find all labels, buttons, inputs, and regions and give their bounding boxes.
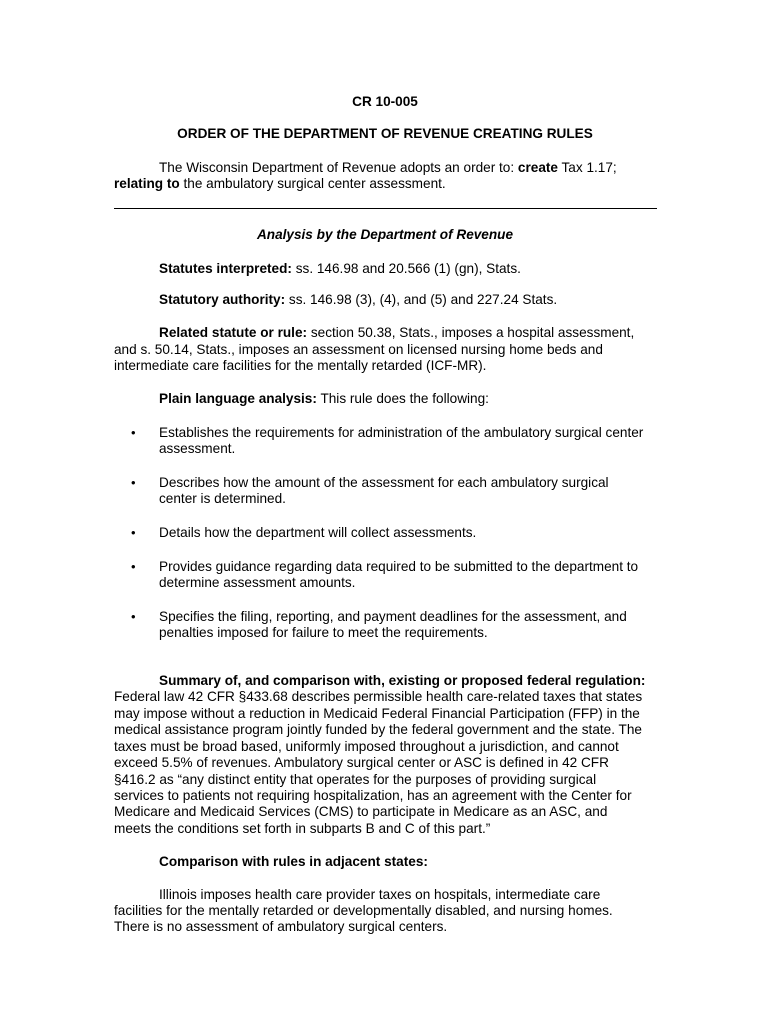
federal-line-1: Federal law 42 CFR §433.68 describes permissible health care-related taxes that states [114,689,643,704]
adjacent-line-2: facilities for the mentally retarded or developmentally disabled, and nursing homes. [114,903,613,918]
bullet-item-4-line-2: determine assessment amounts. [159,575,356,590]
intro-line-1: The Wisconsin Department of Revenue adopts an order to: create Tax 1.17; [159,160,617,175]
federal-line-8: Medicare and Medicaid Services (CMS) to participate in Medicare as an ASC, and [114,804,608,819]
related-statute-line-2: and s. 50.14, Stats., imposes an assessment on licensed nursing home beds and [114,342,603,357]
federal-line-5: exceed 5.5% of revenues. Ambulatory surgical center or ASC is defined in 42 CFR [114,755,609,770]
federal-regulation-heading: Summary of, and comparison with, existing or proposed federal regulation: [159,673,646,688]
bullet-item-5-line-2: penalties imposed for failure to meet the requirements. [159,625,488,640]
adjacent-line-3: There is no assessment of ambulatory surgical centers. [114,919,448,934]
bullet-item-3-line-1: Details how the department will collect assessments. [159,525,477,540]
statutory-authority: Statutory authority: ss. 146.98 (3), (4), and (5) and 227.24 Stats. [159,292,558,307]
intro-line-2: relating to the ambulatory surgical center assessment. [114,176,446,191]
federal-line-7: services to patients not requiring hospitalization, has an agreement with the Center for [114,788,632,803]
analysis-heading: Analysis by the Department of Revenue [256,227,514,242]
federal-line-9: meets the conditions set forth in subparts B and C of this part.” [114,821,491,836]
related-statute-line-3: intermediate care facilities for the mentally retarded (ICF-MR). [114,358,487,373]
federal-line-4: taxes must be broad based, uniformly imposed throughout a jurisdiction, and cannot [114,739,619,754]
adjacent-line-1: Illinois imposes health care provider taxes on hospitals, intermediate care [159,887,601,902]
horizontal-rule [114,208,657,209]
bullet-icon: • [131,425,136,440]
document-number: CR 10-005 [352,94,418,109]
bullet-icon: • [131,525,136,540]
statutes-interpreted: Statutes interpreted: ss. 146.98 and 20.566 (1) (gn), Stats. [159,261,521,276]
federal-line-6: §416.2 as “any distinct entity that operates for the purposes of providing surgical [114,772,597,787]
plain-language-analysis: Plain language analysis: This rule does the following: [159,391,489,406]
bullet-item-5-line-1: Specifies the filing, reporting, and payment deadlines for the assessment, and [159,609,627,624]
bullet-icon: • [131,609,136,624]
bullet-item-2-line-1: Describes how the amount of the assessment for each ambulatory surgical [159,475,609,490]
related-statute-line-1: Related statute or rule: section 50.38, Stats., imposes a hospital assessment, [159,325,635,340]
bullet-icon: • [131,559,136,574]
bullet-item-2-line-2: center is determined. [159,491,286,506]
bullet-icon: • [131,475,136,490]
bullet-item-4-line-1: Provides guidance regarding data required to be submitted to the department to [159,559,639,574]
document-title: ORDER OF THE DEPARTMENT OF REVENUE CREATING RULES [177,126,593,141]
bullet-item-1-line-1: Establishes the requirements for administration of the ambulatory surgical center [159,425,644,440]
federal-line-3: medical assistance program jointly funded by the federal government and the state. The [114,722,642,737]
bullet-item-1-line-2: assessment. [159,441,236,456]
adjacent-states-heading: Comparison with rules in adjacent states: [159,854,428,869]
federal-line-2: may impose without a reduction in Medicaid Federal Financial Participation (FFP) in the [114,706,640,721]
